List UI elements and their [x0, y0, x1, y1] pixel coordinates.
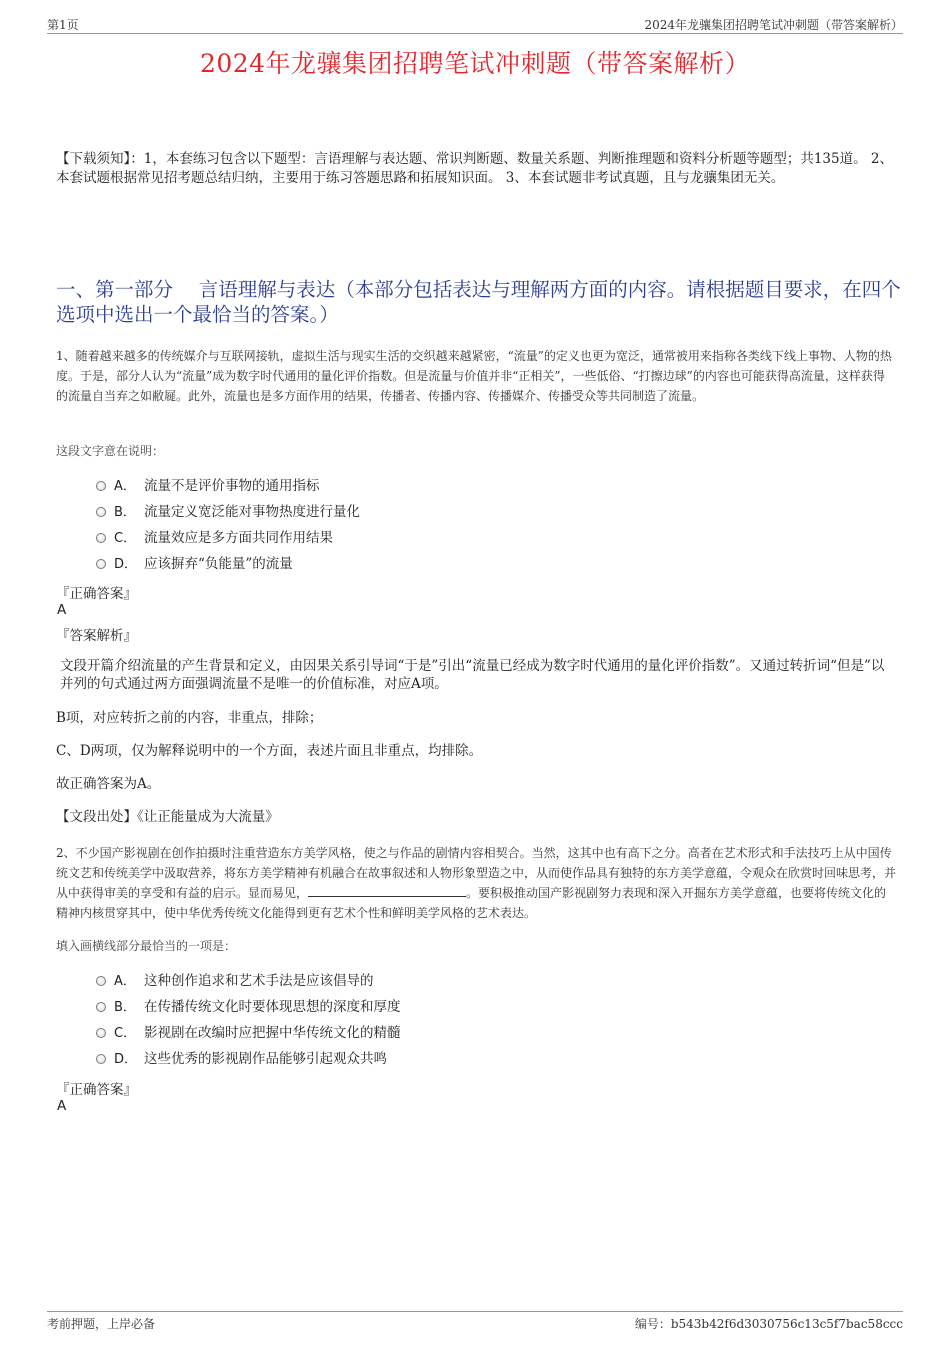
answer-value: A	[57, 1098, 67, 1114]
explanation-paragraph: C、D两项，仅为解释说明中的一个方面，表述片面且非重点，均排除。	[56, 743, 483, 759]
question-2-stem: 2、不少国产影视剧在创作拍摄时注重营造东方美学风格，使之与作品的剧情内容相契合。当然，这其中也有高下之分。高者在艺术形式和手法技巧上从中国传统文艺和传统美学中汲取营养，将东方美学精神有机融合在故事叙述和人物形象塑造之中，从而使作品具有独特的东方美学意蕴，令观众在欣赏时回味思考，并从中获得审美的享受和有益的启示。显而易见， 。要积极推动国产影视剧努力表现和深入开掘东方美学意蕴，也要将传统文化的精神内核贯穿其中，使中华优秀传统文化能得到更有艺术个性和鲜明美学风格的艺术表达。	[56, 846, 897, 920]
fill-blank	[308, 884, 466, 897]
explanation-paragraph: B项，对应转折之前的内容，非重点，排除；	[56, 710, 323, 726]
document-id: 编号：b543b42f6d3030756c13c5f7bac58ccc	[634, 1317, 903, 1331]
question-2-options	[96, 970, 401, 1070]
radio-icon[interactable]	[96, 1028, 106, 1038]
option-b[interactable]: B． 流量定义宽泛能对事物热度进行量化	[96, 501, 360, 523]
radio-icon[interactable]	[96, 533, 106, 543]
option-c[interactable]: C． 影视剧在改编时应把握中华传统文化的精髓	[96, 1022, 401, 1044]
radio-icon[interactable]	[96, 1002, 106, 1012]
section-heading: 一、第一部分 言语理解与表达（本部分包括表达与理解两方面的内容。请根据题目要求，在四个选项中选出一个最恰当的答案。）	[56, 278, 901, 326]
option-a[interactable]: A． 流量不是评价事物的通用指标	[96, 475, 360, 497]
question-1-stem: 1、随着越来越多的传统媒介与互联网接轨，虚拟生活与现实生活的交织越来越紧密，“流量”的定义也更为宽泛，通常被用来指称各类线下线上事物、人物的热度。于是，部分人认为“流量”成为数字时代通用的量化评价指数。但是流量与价值并非“正相关”，一些低俗、“打擦边球”的内容也可能获得高流量，这样获得的流量自当弃之如敝屣。此外，流量也是多方面作用的结果，传播者、传播内容、传播媒介、传播受众等共同制造了流量。	[56, 349, 892, 403]
option-d[interactable]: D． 应该摒弃“负能量”的流量	[96, 553, 360, 575]
radio-icon[interactable]	[96, 481, 106, 491]
option-d[interactable]: D． 这些优秀的影视剧作品能够引起观众共鸣	[96, 1048, 401, 1070]
page-title: 2024年龙骧集团招聘笔试冲刺题（带答案解析）	[199, 49, 751, 78]
radio-icon[interactable]	[96, 976, 106, 986]
radio-icon[interactable]	[96, 507, 106, 517]
question-1-prompt: 这段文字意在说明：	[56, 444, 165, 458]
footer-rule	[47, 1311, 903, 1312]
answer-label: 『正确答案』	[56, 586, 137, 602]
answer-value: A	[57, 602, 67, 618]
running-title: 2024年龙骧集团招聘笔试冲刺题（带答案解析）	[644, 18, 903, 32]
explanation-paragraph: 文段开篇介绍流量的产生背景和定义，由因果关系引导词“于是”引出“流量已经成为数字时代通用的量化评价指数”。又通过转折词“但是”以并列的句式通过两方面强调流量不是唯一的价值标准，对应A项。	[60, 658, 885, 692]
option-a[interactable]: A． 这种创作追求和艺术手法是应该倡导的	[96, 970, 401, 992]
download-notice: 【下载须知】：1，本套练习包含以下题型：言语理解与表达题、常识判断题、数量关系题、判断推理题和资料分析题等题型；共135道。 2、本套试题根据常见招考题总结归纳，主要用于练习答题思路和拓展知识面。 3、本套试题非考试真题，且与龙骧集团无关。	[56, 151, 893, 186]
header-rule	[47, 33, 903, 34]
answer-label: 『正确答案』	[56, 1082, 137, 1098]
source-citation: 【文段出处】《让正能量成为大流量》	[56, 809, 279, 825]
footer-slogan: 考前押题，上岸必备	[47, 1317, 156, 1331]
option-c[interactable]: C． 流量效应是多方面共同作用结果	[96, 527, 360, 549]
radio-icon[interactable]	[96, 1054, 106, 1064]
option-b[interactable]: B． 在传播传统文化时要体现思想的深度和厚度	[96, 996, 401, 1018]
radio-icon[interactable]	[96, 559, 106, 569]
page-number: 第1页	[47, 18, 79, 32]
question-1-options	[96, 475, 360, 575]
explanation-label: 『答案解析』	[56, 628, 137, 644]
question-2-prompt: 填入画横线部分最恰当的一项是：	[56, 939, 237, 953]
explanation-paragraph: 故正确答案为A。	[56, 776, 161, 792]
